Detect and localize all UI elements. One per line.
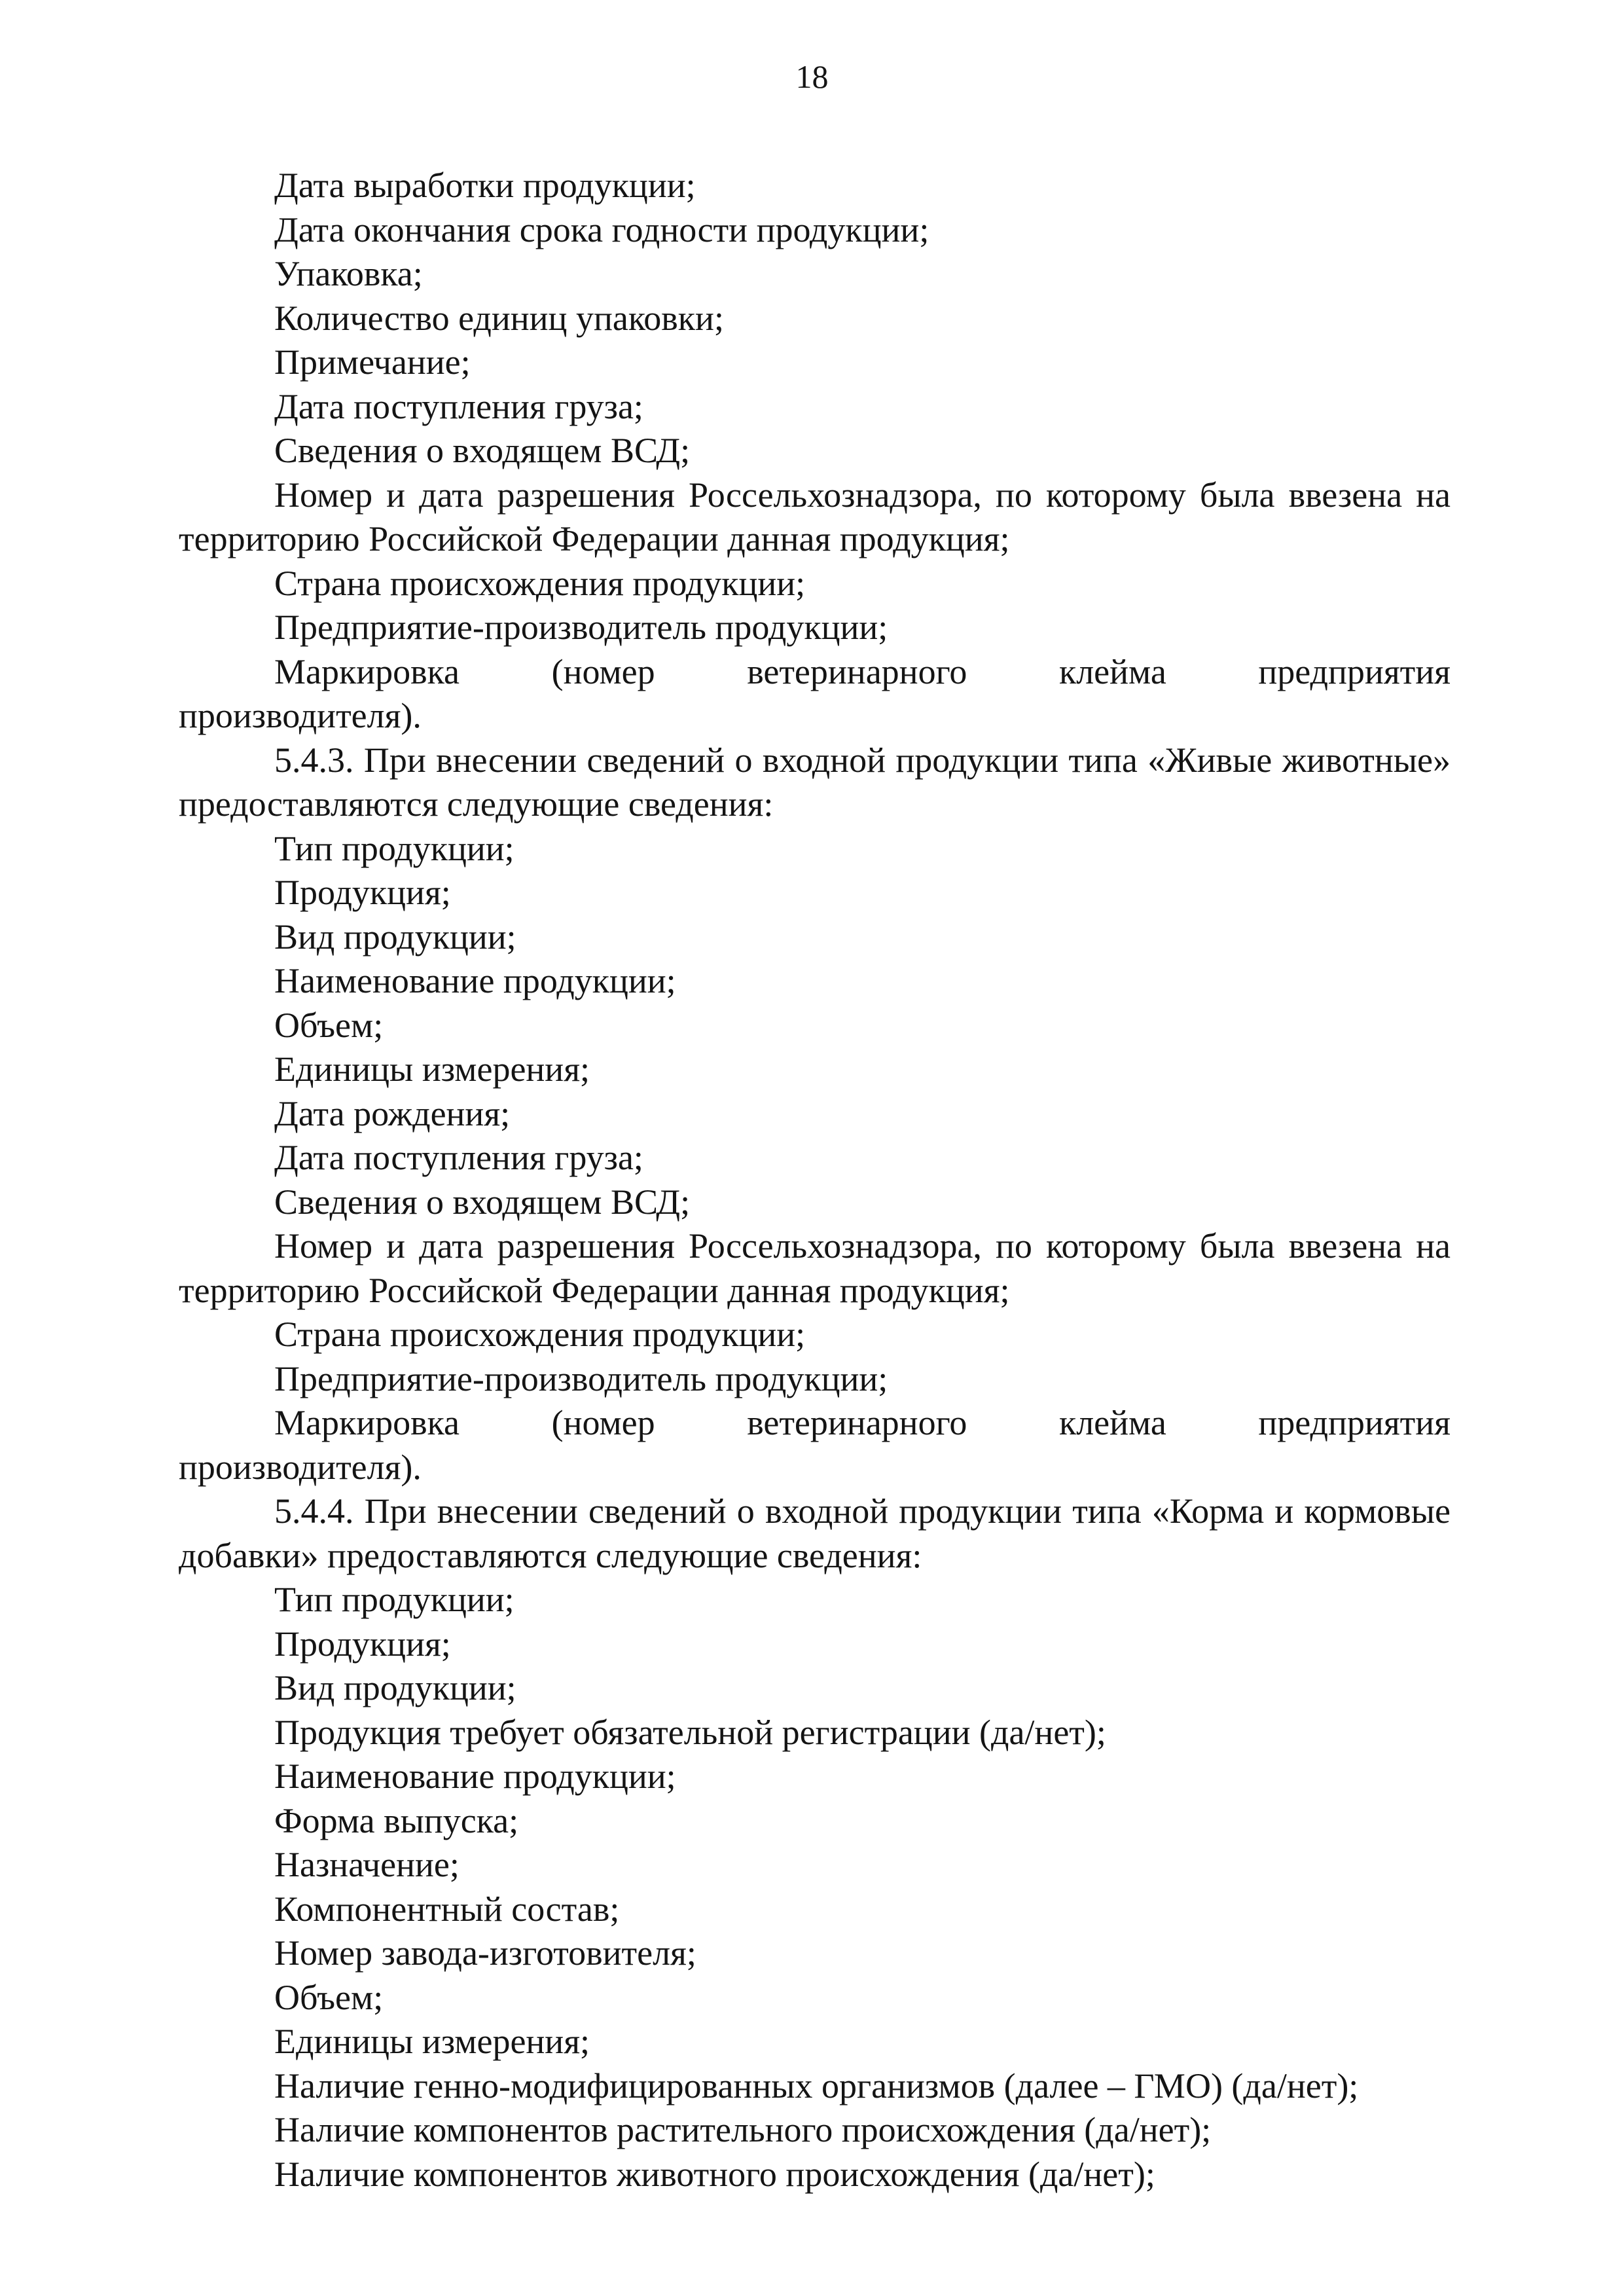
word: Маркировка <box>274 1403 460 1442</box>
list-item: Продукция требует обязательной регистрации (да/нет); <box>274 1712 1106 1752</box>
list-item: Наименование продукции; <box>274 1757 676 1796</box>
word: ветеринарного <box>747 1403 967 1442</box>
marking-line-tail: производителя). <box>179 696 422 735</box>
page-number: 18 <box>795 58 829 95</box>
list-item: Страна происхождения продукции; <box>274 563 806 603</box>
list-item: Вид продукции; <box>274 1668 516 1707</box>
document-body <box>179 164 1451 2196</box>
list-item: Дата окончания срока годности продукции; <box>274 210 929 249</box>
list-item: Сведения о входящем ВСД; <box>274 431 691 470</box>
list-item: Наличие компонентов растительного происхождения (да/нет); <box>274 2110 1212 2149</box>
list-item: Вид продукции; <box>274 917 516 957</box>
list-item: Назначение; <box>274 1845 460 1884</box>
word: предприятия <box>1258 1403 1451 1442</box>
list-item: Тип продукции; <box>274 828 514 868</box>
list-item: Продукция; <box>274 1624 451 1664</box>
marking-line <box>179 650 1451 695</box>
word: клейма <box>1058 1403 1166 1442</box>
list-item: Страна происхождения продукции; <box>274 1315 806 1354</box>
marking-line-tail: производителя). <box>179 1447 422 1487</box>
list-item: Количество единиц упаковки; <box>274 298 724 338</box>
marking-line <box>179 1401 1451 1446</box>
word: предприятия <box>1258 651 1451 691</box>
list-item: Единицы измерения; <box>274 2022 590 2061</box>
list-item: Единицы измерения; <box>274 1049 590 1089</box>
list-item: Тип продукции; <box>274 1580 514 1619</box>
list-item: Объем; <box>274 1977 384 2017</box>
list-item: Наименование продукции; <box>274 961 676 1000</box>
list-item: Объем; <box>274 1005 384 1045</box>
list-item: Наличие генно-модифицированных организмов (далее – ГМО) (да/нет); <box>274 2066 1359 2105</box>
list-item: Дата поступления груза; <box>274 386 643 426</box>
section-5-4-4: 5.4.4. При внесении сведений о входной продукции типа «Корма и кормовые добавки» предоставляются следующие сведения: <box>179 1491 1451 1575</box>
list-item-multiline: Номер и дата разрешения Россельхознадзора, по которому была ввезена на территорию Российской Федерации данная продукция; <box>179 475 1451 558</box>
list-item: Предприятие-производитель продукции; <box>274 608 888 647</box>
word: (номер <box>551 651 655 691</box>
list-item: Компонентный состав; <box>274 1889 620 1929</box>
list-item: Дата выработки продукции; <box>274 166 696 205</box>
list-item: Примечание; <box>274 342 471 382</box>
word: клейма <box>1058 651 1166 691</box>
list-item: Номер завода-изготовителя; <box>274 1933 696 1973</box>
word: ветеринарного <box>747 651 967 691</box>
list-item: Дата рождения; <box>274 1093 511 1133</box>
list-item: Форма выпуска; <box>274 1800 519 1840</box>
list-item: Продукция; <box>274 873 451 912</box>
word: Маркировка <box>274 651 460 691</box>
list-item: Дата поступления груза; <box>274 1138 643 1177</box>
list-item: Предприятие-производитель продукции; <box>274 1358 888 1398</box>
list-item-multiline: Номер и дата разрешения Россельхознадзора, по которому была ввезена на территорию Российской Федерации данная продукция; <box>179 1226 1451 1310</box>
list-item: Наличие компонентов животного происхождения (да/нет); <box>274 2154 1155 2194</box>
list-item: Сведения о входящем ВСД; <box>274 1182 691 1222</box>
section-5-4-3: 5.4.3. При внесении сведений о входной продукции типа «Живые животные» предоставляются следующие сведения: <box>179 740 1451 824</box>
word: (номер <box>551 1403 655 1442</box>
list-item: Упаковка; <box>274 254 423 293</box>
